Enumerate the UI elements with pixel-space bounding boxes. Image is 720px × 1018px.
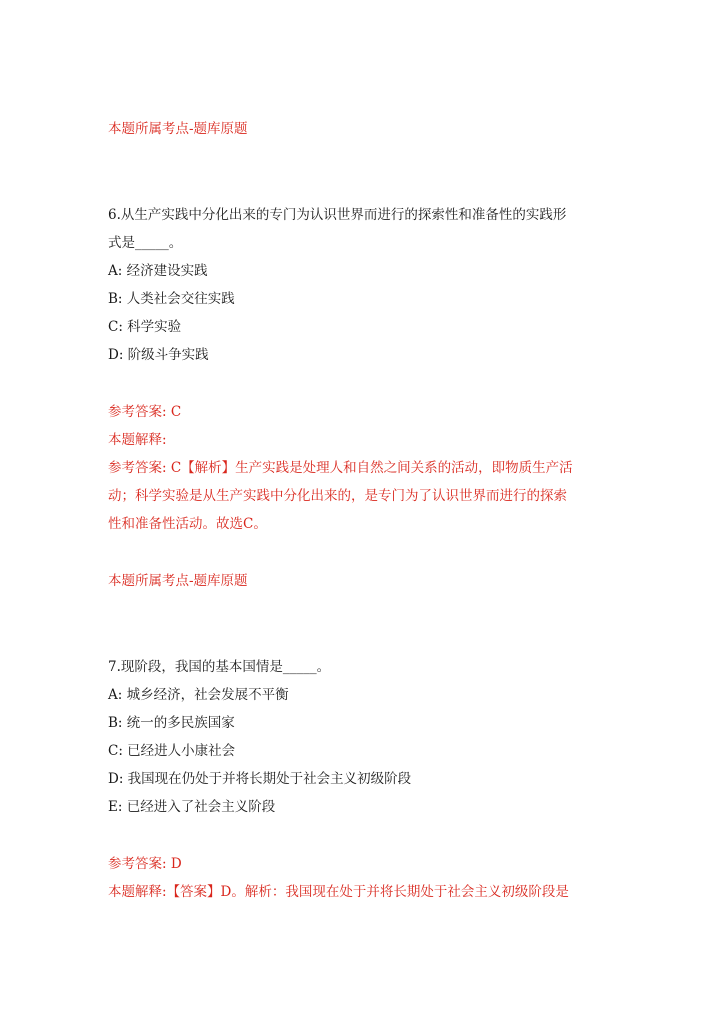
q7-option-e: E: 已经进入了社会主义阶段 <box>108 799 276 815</box>
q7-explain-line: 本题解释:【答案】D。解析：我国现在处于并将长期处于社会主义初级阶段是 <box>108 884 569 900</box>
q7-option-c: C: 已经进人小康社会 <box>108 743 236 759</box>
q6-explain-label: 本题解释: <box>108 432 167 448</box>
q6-answer: 参考答案: C <box>108 404 182 420</box>
q6-option-a: A: 经济建设实践 <box>108 263 208 279</box>
q7-option-d: D: 我国现在仍处于并将长期处于社会主义初级阶段 <box>108 771 412 787</box>
q6-explain-line3: 性和准备性活动。故选C。 <box>108 516 267 532</box>
q6-source-tag: 本题所属考点-题库原题 <box>108 573 248 589</box>
q7-answer: 参考答案: D <box>108 856 182 872</box>
q6-option-b: B: 人类社会交往实践 <box>108 291 235 307</box>
source-tag-top: 本题所属考点-题库原题 <box>108 121 248 137</box>
q7-option-b: B: 统一的多民族国家 <box>108 715 235 731</box>
q7-stem: 7.现阶段，我国的基本国情是_____。 <box>108 659 331 675</box>
q6-option-d: D: 阶级斗争实践 <box>108 347 209 363</box>
q7-option-a: A: 城乡经济，社会发展不平衡 <box>108 687 289 703</box>
q6-stem-line1: 6.从生产实践中分化出来的专门为认识世界而进行的探索性和准备性的实践形 <box>108 207 567 223</box>
q6-explain-line1: 参考答案: C【解析】生产实践是处理人和自然之间关系的活动，即物质生产活 <box>108 460 573 476</box>
q6-option-c: C: 科学实验 <box>108 319 182 335</box>
q6-explain-line2: 动；科学实验是从生产实践中分化出来的，是专门为了认识世界而进行的探索 <box>108 488 567 504</box>
q6-stem-line2: 式是_____。 <box>108 235 183 251</box>
